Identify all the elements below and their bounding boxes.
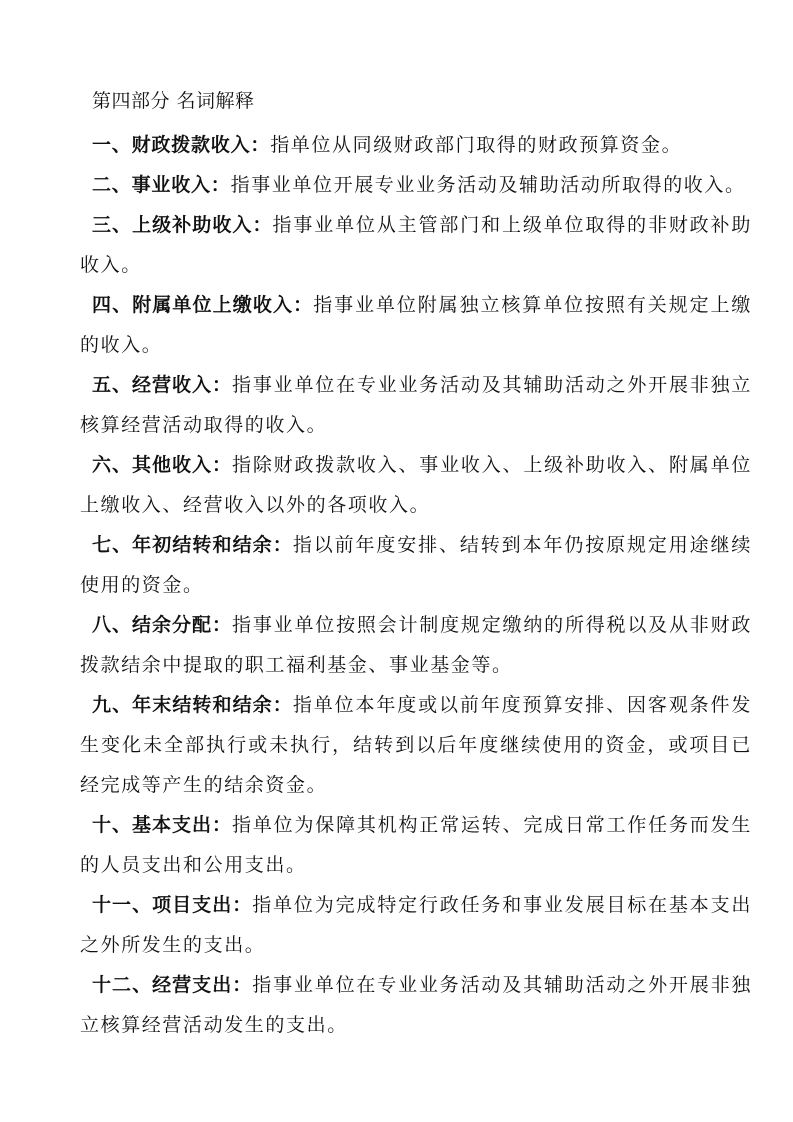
glossary-entry	[80, 365, 752, 445]
glossary-entry	[80, 805, 752, 885]
glossary-definition: 指事业单位附属独立核算单位按照有关规定上缴的收入。	[80, 294, 752, 356]
glossary-term: 三、上级补助收入：	[92, 214, 273, 236]
glossary-definition: 指事业单位开展专业业务活动及辅助活动所取得的收入。	[230, 174, 746, 196]
glossary-entry	[80, 125, 752, 165]
glossary-definition: 指除财政拨款收入、事业收入、上级补助收入、附属单位上缴收入、经营收入以外的各项收入。	[80, 454, 752, 516]
glossary-definition: 指单位为完成特定行政任务和事业发展目标在基本支出之外所发生的支出。	[80, 894, 752, 956]
glossary-term: 十、基本支出：	[92, 814, 233, 836]
glossary-term: 四、附属单位上缴收入：	[92, 294, 314, 316]
glossary-definition: 指事业单位按照会计制度规定缴纳的所得税以及从非财政拨款结余中提取的职工福利基金、事业基金等。	[80, 614, 752, 676]
glossary-term: 六、其他收入：	[92, 454, 233, 476]
glossary-entry	[80, 285, 752, 365]
glossary-entry	[80, 165, 752, 205]
glossary-definition: 指事业单位在专业业务活动及其辅助活动之外开展非独立核算经营活动取得的收入。	[80, 374, 752, 436]
glossary-term: 十一、项目支出：	[92, 894, 253, 916]
glossary-definition: 指单位从同级财政部门取得的财政预算资金。	[270, 134, 683, 156]
glossary-list	[80, 125, 752, 1045]
glossary-entry	[80, 605, 752, 685]
glossary-term: 七、年初结转和结余：	[92, 534, 293, 556]
glossary-term: 一、财政拨款收入：	[92, 134, 271, 156]
glossary-entry	[80, 965, 752, 1045]
glossary-entry	[80, 885, 752, 965]
glossary-definition: 指以前年度安排、结转到本年仍按原规定用途继续使用的资金。	[80, 534, 752, 596]
glossary-definition: 指事业单位在专业业务活动及其辅助活动之外开展非独立核算经营活动发生的支出。	[80, 974, 752, 1036]
glossary-term: 五、经营收入：	[92, 374, 233, 396]
glossary-definition: 指单位为保障其机构正常运转、完成日常工作任务而发生的人员支出和公用支出。	[80, 814, 752, 876]
glossary-term: 十二、经营支出：	[92, 974, 253, 996]
glossary-entry	[80, 445, 752, 525]
glossary-entry	[80, 205, 752, 285]
glossary-term: 九、年末结转和结余：	[92, 694, 293, 716]
glossary-entry	[80, 525, 752, 605]
glossary-term: 二、事业收入：	[92, 174, 231, 196]
glossary-definition: 指事业单位从主管部门和上级单位取得的非财政补助收入。	[80, 214, 752, 276]
glossary-term: 八、结余分配：	[92, 614, 233, 636]
glossary-definition: 指单位本年度或以前年度预算安排、因客观条件发生变化未全部执行或未执行，结转到以后年度继续使用的资金，或项目已经完成等产生的结余资金。	[80, 694, 752, 796]
glossary-entry	[80, 685, 752, 805]
section-title: 第四部分 名词解释	[92, 90, 255, 112]
